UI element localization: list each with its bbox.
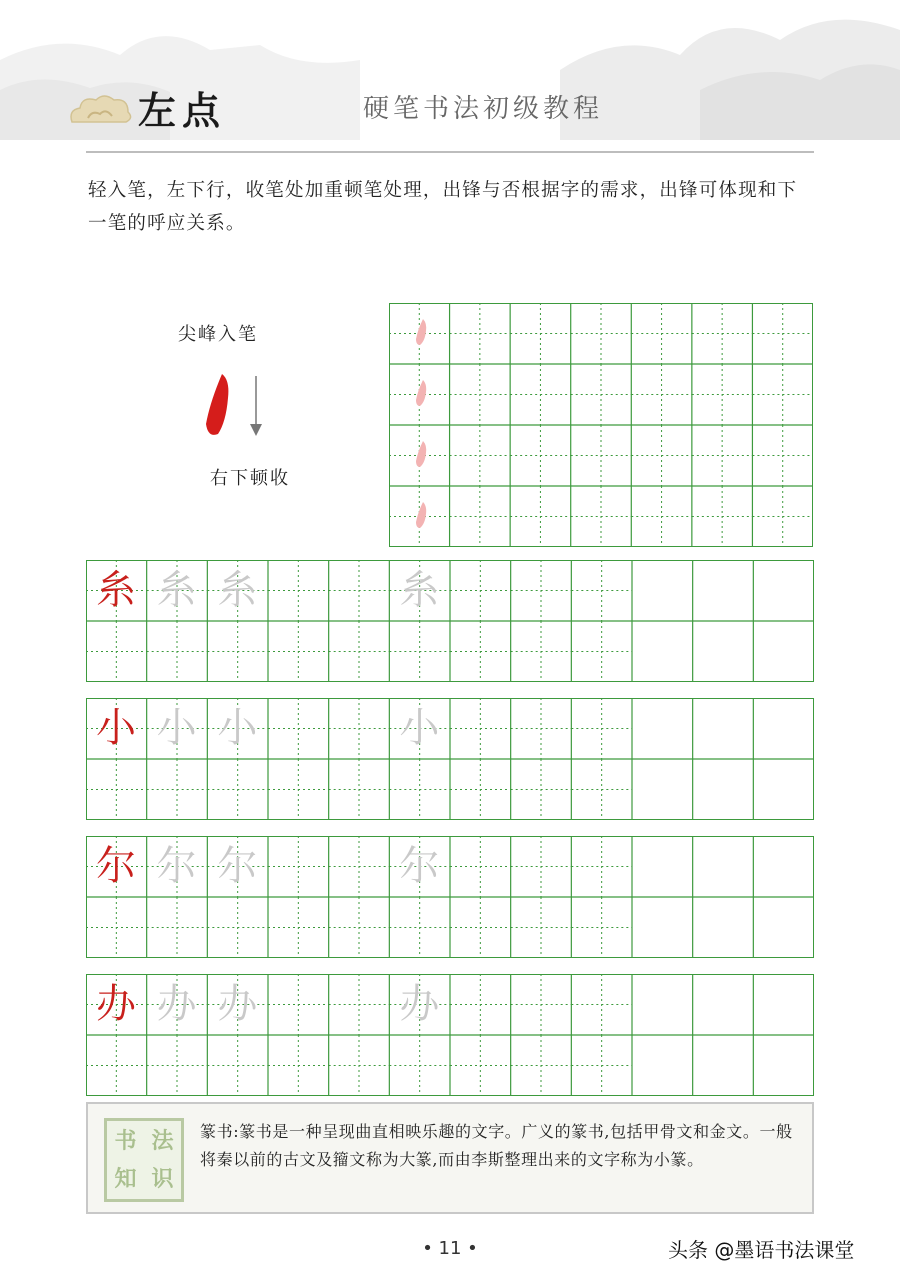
left-dot-trace-icon [407, 494, 467, 554]
badge-char: 法 [151, 1129, 174, 1154]
watermark: 头条 @墨语书法课堂 [668, 1238, 855, 1262]
page-number: • 11 • [422, 1238, 478, 1259]
model-character: 糸 [96, 567, 136, 613]
trace-character: 糸 [156, 567, 197, 613]
book-title: 硬笔书法初级教程 [363, 94, 604, 124]
trace-character: 尔 [156, 843, 197, 889]
model-character: 小 [96, 705, 136, 751]
trace-character: 办 [156, 981, 197, 1027]
character-practice-grid [86, 698, 814, 820]
trace-character: 尔 [399, 843, 440, 889]
trace-character: 办 [217, 981, 258, 1027]
lesson-title: 左点 [138, 89, 227, 133]
trace-character: 小 [156, 705, 197, 751]
model-character: 办 [96, 981, 136, 1027]
badge-char: 书 [114, 1129, 137, 1154]
character-practice-grid [86, 560, 814, 682]
model-character: 尔 [96, 843, 136, 889]
badge-char: 识 [151, 1167, 174, 1192]
entry-label: 尖峰入笔 [178, 324, 258, 345]
trace-character: 办 [399, 981, 440, 1027]
character-practice-grid [86, 836, 814, 958]
knowledge-badge [104, 1118, 184, 1202]
header-divider [86, 151, 814, 153]
exit-label: 右下顿收 [210, 468, 290, 489]
stroke-practice-grid [389, 303, 813, 547]
auspicious-cloud-icon [68, 92, 134, 130]
trace-character: 糸 [217, 567, 258, 613]
knowledge-text: 篆书:篆书是一种呈现曲直相映乐趣的文字。广义的篆书,包括甲骨文和金文。一般将秦以前的古文及籀文称为大篆,而由李斯整理出来的文字称为小篆。 [200, 1122, 793, 1169]
left-dot-trace-icon [407, 433, 467, 493]
calligraphy-knowledge-box [86, 1102, 814, 1214]
left-dot-trace-icon [407, 311, 467, 371]
character-practice-grid [86, 974, 814, 1096]
trace-character: 尔 [217, 843, 258, 889]
left-dot-trace-icon [407, 372, 467, 432]
trace-character: 小 [399, 705, 440, 751]
badge-char: 知 [114, 1167, 137, 1192]
title-block [68, 78, 828, 138]
trace-character: 糸 [399, 567, 440, 613]
trace-character: 小 [217, 705, 258, 751]
stroke-description: 轻入笔，左下行，收笔处加重顿笔处理，出锋与否根据字的需求，出锋可体现和下一笔的呼应关系。 [88, 180, 798, 234]
left-dot-stroke-demo [196, 372, 276, 442]
